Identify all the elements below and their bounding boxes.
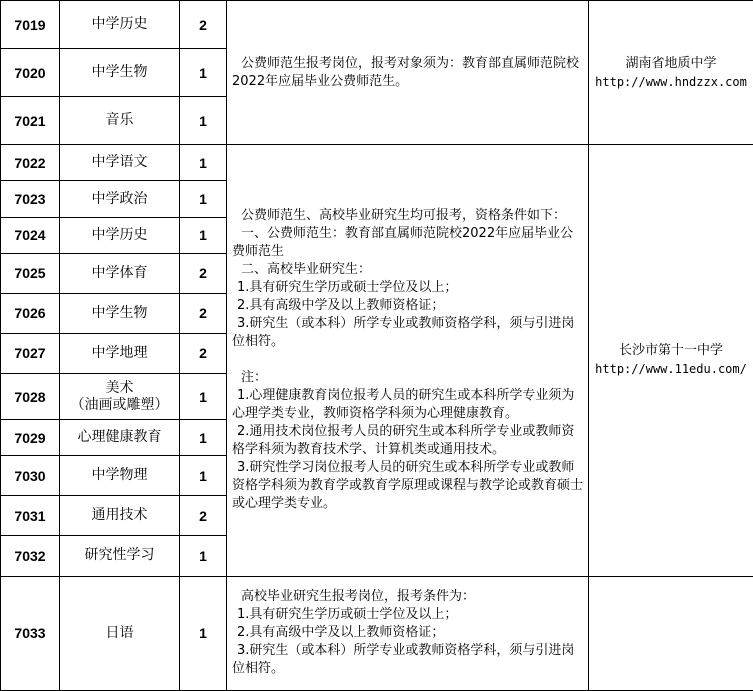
subject-name: 研究性学习 [60, 536, 180, 576]
position-count: 2 [180, 333, 227, 373]
subject-name: 音乐 [60, 97, 180, 145]
requirement-cell [227, 1, 589, 145]
subject-name: 中学语文 [60, 145, 180, 181]
position-code: 7030 [1, 456, 60, 496]
subject-name: 中学政治 [60, 181, 180, 217]
position-code: 7029 [1, 420, 60, 456]
subject-note: （油画或雕塑） [70, 396, 169, 413]
subject-name: 美术 [105, 379, 134, 396]
position-count: 1 [180, 49, 227, 97]
requirement-line: 2.具有高级中学及以上教师资格证； [237, 625, 445, 641]
position-count: 2 [180, 293, 227, 333]
position-code: 7027 [1, 333, 60, 373]
position-count: 1 [180, 97, 227, 145]
table-row [1, 576, 753, 690]
position-count: 1 [180, 576, 227, 690]
position-count: 1 [180, 145, 227, 181]
position-code: 7026 [1, 293, 60, 333]
subject-cell [60, 373, 180, 419]
table-row [1, 1, 753, 49]
subject-name: 中学生物 [60, 293, 180, 333]
requirement-text: 公费师范生报考岗位，报考对象须为：教育部直属师范院校2022年应届毕业公费师范生。 [232, 55, 580, 89]
school-cell [589, 145, 753, 576]
subject-name: 中学生物 [60, 49, 180, 97]
subject-name: 通用技术 [60, 496, 180, 536]
requirement-line: 一、公费师范生：教育部直属师范院校2022年应届毕业公费师范生 [232, 226, 574, 260]
requirement-line: 2.具有高级中学及以上教师资格证； [237, 298, 445, 314]
subject-name: 中学物理 [60, 456, 180, 496]
position-code: 7021 [1, 97, 60, 145]
requirement-line: 3.研究生（或本科）所学专业或教师资格学科，须与引进岗位相符。 [232, 643, 575, 677]
school-name: 湖南省地质中学 [625, 55, 717, 71]
subject-name: 中学历史 [60, 217, 180, 253]
position-count: 1 [180, 456, 227, 496]
requirement-line: 1.具有研究生学历或硕士学位及以上； [237, 607, 458, 623]
requirement-line: 二、高校毕业研究生： [241, 262, 372, 278]
note-line: 1.心理健康教育岗位报考人员的研究生或本科所学专业须为心理学类专业，教师资格学科须为心理健康教育。 [232, 388, 575, 422]
note-line: 3.研究性学习岗位报考人员的研究生或本科所学专业或教师资格学科须为教育学或教育学原理或课程与教学论或教育硕士或心理学类专业。 [232, 460, 584, 512]
position-code: 7033 [1, 576, 60, 690]
school-cell [589, 1, 753, 145]
school-name: 长沙市第十一中学 [618, 343, 723, 359]
requirement-cell [227, 145, 589, 576]
requirement-line: 高校毕业研究生报考岗位，报考条件为： [241, 589, 476, 605]
requirement-line: 1.具有研究生学历或硕士学位及以上； [237, 280, 458, 296]
position-count: 1 [180, 420, 227, 456]
position-code: 7020 [1, 49, 60, 97]
position-code: 7024 [1, 217, 60, 253]
subject-name: 中学历史 [60, 1, 180, 49]
position-code: 7022 [1, 145, 60, 181]
subject-name: 心理健康教育 [60, 420, 180, 456]
subject-name: 中学体育 [60, 253, 180, 293]
school-url[interactable]: http://www.hndzzx.com [595, 74, 747, 89]
subject-name: 中学地理 [60, 333, 180, 373]
position-code: 7032 [1, 536, 60, 576]
position-count: 2 [180, 1, 227, 49]
school-cell [589, 576, 753, 690]
school-url[interactable]: http://www.11edu.com/ [595, 362, 747, 377]
position-count: 1 [180, 536, 227, 576]
table-row [1, 145, 753, 181]
position-count: 1 [180, 181, 227, 217]
position-count: 2 [180, 253, 227, 293]
position-count: 1 [180, 217, 227, 253]
requirement-line: 公费师范生、高校毕业研究生均可报考，资格条件如下： [241, 208, 567, 224]
requirement-cell [227, 576, 589, 690]
subject-name: 日语 [60, 576, 180, 690]
requirement-line: 3.研究生（或本科）所学专业或教师资格学科，须与引进岗位相符。 [232, 316, 575, 350]
position-count: 1 [180, 373, 227, 419]
position-count: 2 [180, 496, 227, 536]
note-title: 注： [241, 370, 268, 386]
position-code: 7028 [1, 373, 60, 419]
position-code: 7025 [1, 253, 60, 293]
position-code: 7019 [1, 1, 60, 49]
position-code: 7023 [1, 181, 60, 217]
position-code: 7031 [1, 496, 60, 536]
note-line: 2.通用技术岗位报考人员的研究生或本科所学专业或教师资格学科须为教育技术学、计算机类或通用技术。 [232, 424, 575, 458]
